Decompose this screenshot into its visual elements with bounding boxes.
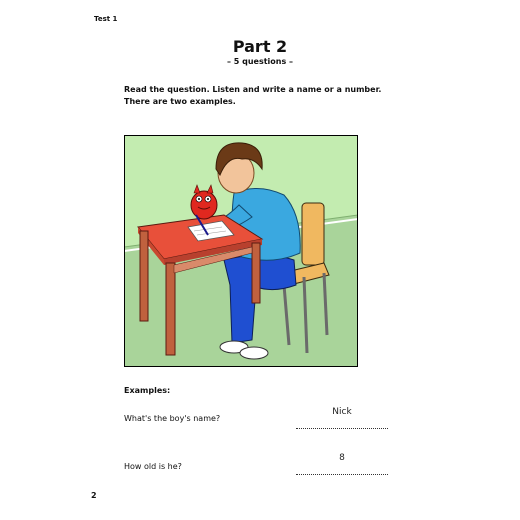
chair-back — [302, 203, 324, 265]
part-subtitle: – 5 questions – — [226, 57, 294, 66]
monster-toy — [191, 191, 217, 219]
part-title: Part 2 — [232, 37, 288, 56]
desk-leg-front-right — [166, 263, 175, 355]
test-label: Test 1 — [94, 15, 118, 23]
desk-leg-front-left — [140, 231, 148, 321]
example-answer-2: 8 — [339, 453, 345, 463]
illustration-boy-writing-at-desk — [124, 135, 358, 367]
example-question-1: What's the boy's name? — [124, 414, 221, 423]
answer-dotted-line — [296, 427, 388, 429]
instructions-line-1: Read the question. Listen and write a name or a number. — [124, 85, 382, 94]
example-answer-1-field — [296, 407, 388, 429]
page-number: 2 — [91, 491, 97, 500]
desk-leg-back-right — [252, 243, 260, 303]
example-answer-1: Nick — [332, 407, 352, 417]
answer-dotted-line — [296, 473, 388, 475]
example-question-2: How old is he? — [124, 462, 182, 471]
example-answer-2-field — [296, 453, 388, 475]
instructions-line-2: There are two examples. — [124, 97, 236, 106]
boy-shoe-right — [240, 347, 268, 359]
examples-heading: Examples: — [124, 386, 171, 395]
instructions — [124, 84, 381, 108]
